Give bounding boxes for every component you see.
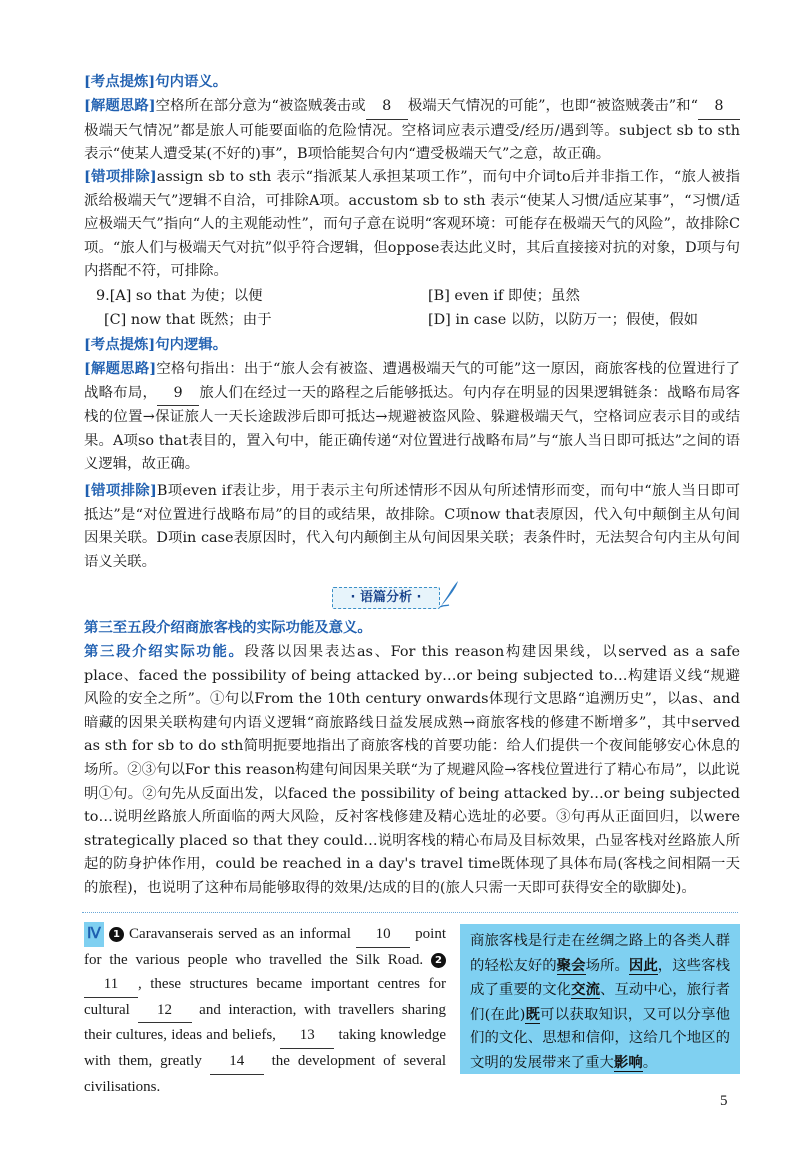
kaodian-tag: [考点提炼]: [84, 73, 156, 90]
q8-kaodian: [84, 70, 740, 95]
blank-11[interactable]: 11: [84, 972, 138, 998]
q8-cuoxiang: [84, 165, 740, 284]
jieti-text: 空格句指出：出于“旅人会有被盗、遭遇极端天气的可能”这一原因，商旅客栈的位置进行了战略布局，: [84, 361, 741, 401]
analysis-heading-text: 第三至五段介绍商旅客栈的实际功能及意义。: [84, 619, 372, 636]
sentence-text: Caravanserais served as an informal: [129, 926, 351, 942]
keyword: 影响: [613, 1053, 643, 1071]
q9-cuoxiang: [84, 479, 740, 574]
keyword: 既: [525, 1005, 541, 1023]
section-banner: [332, 585, 452, 609]
q9-jieti: [84, 357, 740, 477]
cuoxiang-tag: [错项排除]: [84, 482, 157, 499]
blank-13[interactable]: 13: [280, 1023, 334, 1049]
section-divider: [82, 912, 738, 913]
translation-text: 场所。: [585, 957, 629, 974]
analysis-paragraph: [84, 640, 740, 901]
question-number: 9.: [96, 288, 110, 304]
blank-8: 8: [366, 95, 408, 120]
sentence-number-icon: 2: [431, 953, 446, 968]
jieti-tag: [解题思路]: [84, 97, 156, 114]
jieti-text: 极端天气情况的可能”，也即“被盗贼袭击”和“: [407, 98, 698, 114]
sentence-number-icon: 1: [109, 927, 124, 942]
pen-icon: [438, 579, 460, 609]
translation-box: [460, 924, 740, 1074]
kaodian-text: 句内逻辑。: [155, 336, 228, 353]
sentence-text: , these structures became important centres for cultural: [84, 976, 446, 1018]
q8-jieti: [84, 94, 740, 167]
blank-9: 9: [157, 382, 199, 407]
jieti-text: 旅人们在经过一天的路程之后能够抵达。句内存在明显的因果逻辑链条：战略布局客栈的位置→保证旅人一天长途跋涉后即可抵达→规避被盗风险、躲避极端天气，空格词应表示目的或结果。A项so that表目的，置入句中，能正确传递“对位置进行战略布局”与“旅人当日即可抵达”之间的语义逻辑，故正确。: [84, 384, 740, 473]
analysis-subheading: 第三段介绍实际功能。: [84, 643, 245, 660]
sentence-text: the development of several civilisations.: [84, 1052, 447, 1095]
cuoxiang-tag: [错项排除]: [84, 168, 157, 185]
blank-12[interactable]: 12: [138, 998, 192, 1024]
keyword: 交流: [571, 981, 601, 999]
q9-option-b: [B] even if 即使；虽然: [428, 288, 580, 304]
kaodian-tag: [考点提炼]: [84, 336, 156, 353]
jieti-tag: [解题思路]: [84, 360, 157, 377]
q9-option-c: [C] now that 既然；由于: [104, 312, 272, 328]
translation-text: 、互动中心，旅行者们(在此): [470, 982, 730, 1023]
jieti-text: 极端天气情况”都是旅人可能要面临的危险情况。空格词应表示遭受/经历/遇到等。subject sb to sth 表示“使某人遭受某(不好的)事”，B项恰能契合句内“遭受极端天气”之意，故正确。: [84, 122, 740, 163]
jieti-text: 空格所在部分意为“被盗贼袭击或: [155, 98, 366, 114]
q9-kaodian: [84, 333, 740, 358]
sentence-text: taking knowledge with them, greatly: [84, 1027, 446, 1069]
analysis-text: 段落以因果表达as、For this reason构建因果线，以served as a safe place、faced the possibility of being attacked by…or being subjected to…构建语义线“规避风险的安全之所”。①句以From the 10th century onwards体现行文思路“追溯历史”，以as、and暗藏的因果关联构建句内语义逻辑“商旅路线日益发展成熟→商旅客栈的修建不断增多”，其中served as sth for sb to do sth简明扼要地指出了商旅客栈的首要功能：给人们提供一个夜间能够安心休息的场所。②③句以For this reason构建句间因果关联“为了规避风险→客栈位置进行了精心布局”，以此说明①句。②句先从反面出发，以faced the possibility of being attacked by…or being subjected to…说明丝路旅人所面临的两大风险，反衬客栈修建及精心选址的必要。③句再从正面回归，以were strategically placed so that they could…说明客栈的精心布局及目标效果，凸显客栈对丝路旅人所起的防身护体作用，could be reached in a day's travel time既体现了具体布局(客栈之间相隔一天的旅程)，也说明了这种布局能够取得的效果/达成的目的(旅人只需一天即可获得安全的歇脚处)。: [84, 644, 740, 896]
sentence-text: and interaction, with travellers sharing their cultures, ideas and beliefs,: [84, 1001, 447, 1044]
kaodian-text: 句内语义。: [155, 73, 228, 90]
q9-option-d: [D] in case 以防，以防万一；假使，假如: [428, 312, 698, 328]
paragraph-roman-numeral: Ⅳ: [84, 922, 104, 947]
cuoxiang-text: assign sb to sth 表示“指派某人承担某项工作”，而句中介词to后并非指工作，“旅人被指派给极端天气”逻辑不自洽，可排除A项。accustom sb to sth 表示“使某人习惯/适应某事”，“习惯/适应极端天气”指向“人的主观能动性”，而句子意在说明“客观环境：可能存在极端天气的风险”，故排除C项。“旅人们与极端天气对抗”似乎符合逻辑，但oppose表达此义时，其后直接接对抗的对象，D项与句内搭配不符，可排除。: [84, 169, 741, 280]
blank-10[interactable]: 10: [356, 922, 410, 948]
banner-label: · 语篇分析 ·: [332, 587, 440, 609]
keyword: 因此: [628, 956, 658, 974]
translation-text: 。: [642, 1054, 658, 1071]
analysis-heading: [84, 616, 740, 641]
sentence-text: point for the various people who travelled the Silk Road.: [84, 926, 447, 968]
option-a: [A] so that 为使；以便: [109, 288, 263, 304]
translation-text: 可以获取知识，又可以分享他们的文化、思想和信仰，这给几个地区的文明的发展带来了重大: [470, 1006, 730, 1071]
q9-option-a: [96, 285, 263, 309]
page-number: 5: [720, 1093, 728, 1109]
blank-8-second: 8: [698, 95, 740, 120]
keyword: 聚会: [556, 956, 586, 974]
translation-text: 商旅客栈是行走在丝绸之路上的各类人群的轻松友好的: [470, 933, 730, 974]
passage-text: [84, 922, 446, 1099]
translation-text: ，这些客栈成了重要的文化: [470, 957, 730, 999]
blank-14[interactable]: 14: [210, 1049, 264, 1075]
cuoxiang-text: B项even if表让步，用于表示主句所述情形不因从句所述情形而变，而句中“旅人当日即可抵达”是“对位置进行战略布局”的目的或结果，故排除。C项now that表原因，代入句中颠倒主从句间因果关联。D项in case表原因时，代入句内颠倒主从句间因果关联；表条件时，无法契合句内主从句间语义关联。: [84, 483, 740, 570]
